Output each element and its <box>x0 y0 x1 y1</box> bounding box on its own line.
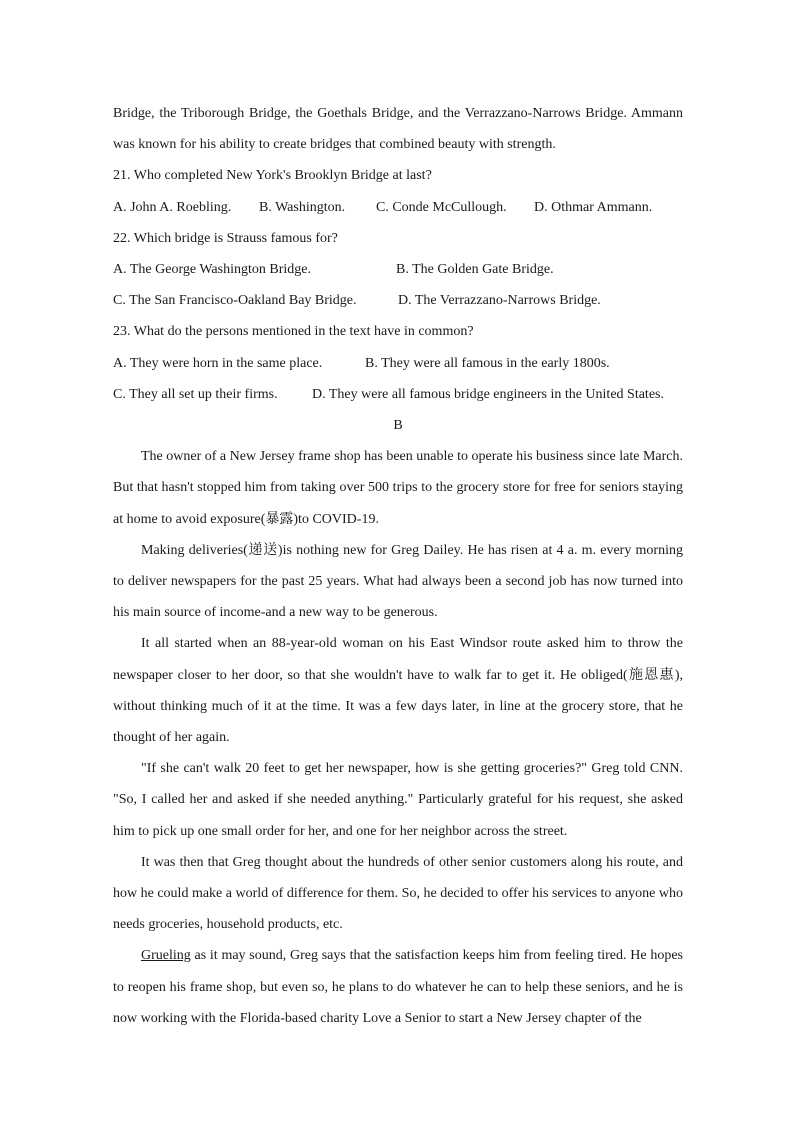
section-b-paragraph-3: It all started when an 88-year-old woman on his East Windsor route asked him to throw the newspaper closer to her door, so that she wouldn't have to walk far to get it. He obliged(施恩惠), without thinking much of it at the time. It was a few days later, in line at the grocery store, that he thought of her again. <box>113 636 683 746</box>
question-22-stem: 22. Which bridge is Strauss famous for? <box>113 230 338 246</box>
question-23-options-row1 <box>113 348 683 379</box>
q22-option-c: C. The San Francisco-Oakland Bay Bridge. <box>113 293 357 309</box>
paragraph-6-text: as it may sound, Greg says that the satisfaction keeps him from feeling tired. He hopes to reopen his frame shop, but even so, he plans to do whatever he can to help these seniors, and he is now working with the Florida-based charity Love a Senior to start a New Jersey chapter of the <box>113 948 683 1026</box>
q23-option-d: D. They were all famous bridge engineers in the United States. <box>312 386 664 402</box>
question-23-stem: 23. What do the persons mentioned in the text have in common? <box>113 324 474 340</box>
question-23-options-row2 <box>113 379 683 410</box>
section-b-paragraph-5: It was then that Greg thought about the hundreds of other senior customers along his route, and how he could make a world of difference for them. So, he decided to offer his services to anyone who needs groceries, household products, etc. <box>113 854 683 933</box>
section-b-paragraph-6 <box>113 940 683 1034</box>
q21-option-b: B. Washington. <box>259 199 346 215</box>
question-22-options-row2 <box>113 285 683 316</box>
q23-option-b: B. They were all famous in the early 1800s. <box>365 355 610 371</box>
q22-option-b: B. The Golden Gate Bridge. <box>396 262 554 278</box>
q21-option-a: A. John A. Roebling. <box>113 199 232 215</box>
intro-paragraph: Bridge, the Triborough Bridge, the Goethals Bridge, and the Verrazzano-Narrows Bridge. Ammann was known for his ability to create bridges that combined beauty with strength. <box>113 106 683 153</box>
question-21-options <box>113 192 683 223</box>
document-content <box>113 98 683 1034</box>
question-22-options-row1 <box>113 254 683 285</box>
q21-option-d: D. Othmar Ammann. <box>534 199 653 215</box>
q21-option-c: C. Conde McCullough. <box>376 199 507 215</box>
section-b-paragraph-2: Making deliveries(递送)is nothing new for Greg Dailey. He has risen at 4 a. m. every morning to deliver newspapers for the past 25 years. What had always been a second job has now turned into his main source of income-and a new way to be generous. <box>113 542 683 621</box>
underlined-word-grueling: Grueling <box>141 948 191 964</box>
q23-option-a: A. They were horn in the same place. <box>113 355 323 371</box>
question-21-stem: 21. Who completed New York's Brooklyn Bridge at last? <box>113 168 432 184</box>
section-b-paragraph-1: The owner of a New Jersey frame shop has been unable to operate his business since late March. But that hasn't stopped him from taking over 500 trips to the grocery store for free for seniors staying at home to avoid exposure(暴露)to COVID-19. <box>113 449 683 527</box>
q22-option-a: A. The George Washington Bridge. <box>113 262 311 278</box>
section-b-paragraph-4: "If she can't walk 20 feet to get her newspaper, how is she getting groceries?" Greg told CNN. "So, I called her and asked if she needed anything." Particularly grateful for his request, she asked him to pick up one small order for her, and one for her neighbor across the street. <box>113 761 683 839</box>
q22-option-d: D. The Verrazzano-Narrows Bridge. <box>398 293 601 309</box>
section-b-heading: B <box>393 418 403 434</box>
q23-option-c: C. They all set up their firms. <box>113 386 278 402</box>
